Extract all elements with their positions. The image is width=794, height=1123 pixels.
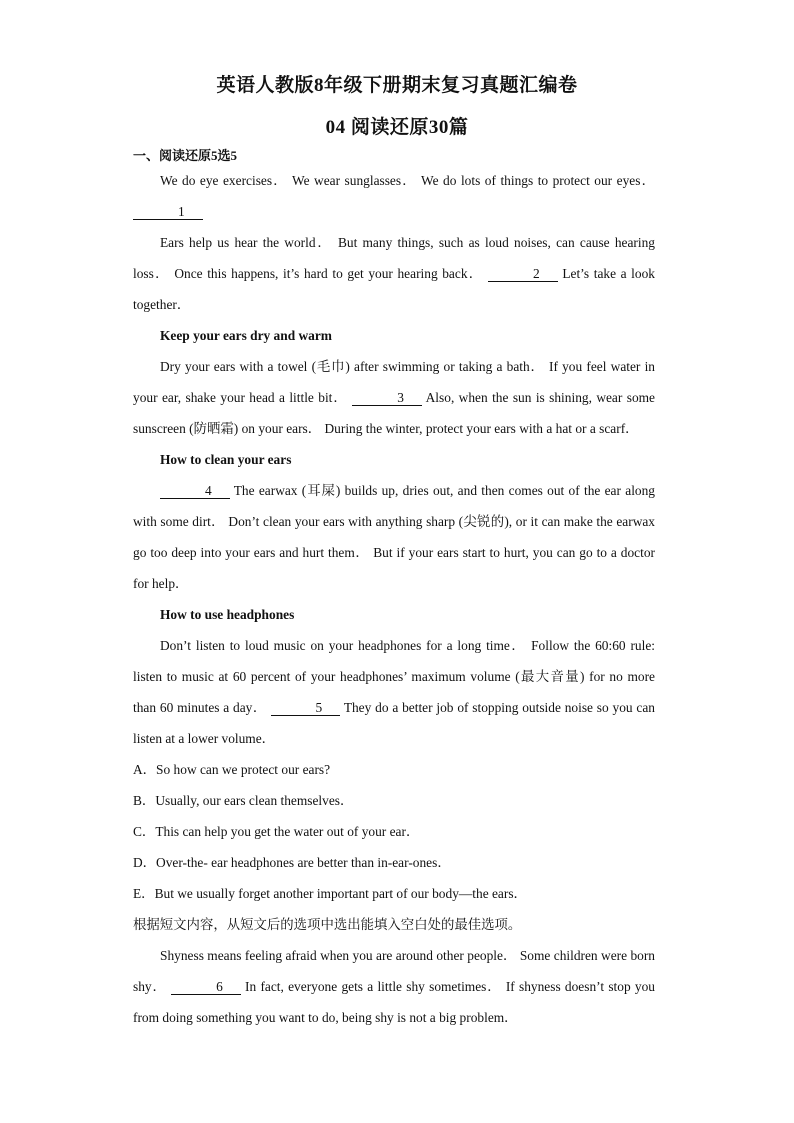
paragraph-2	[133, 227, 655, 320]
paragraph-6-text: Shyness means feeling afraid when you are around other people． Some children were born shy．	[133, 948, 655, 994]
paragraph-3	[133, 351, 655, 444]
section-heading: 一、阅读还原5选5	[133, 148, 238, 163]
instruction: 根据短文内容，从短文后的选项中选出能填入空白处的最佳选项。	[133, 917, 522, 932]
paragraph-3-tail: Also, when the sun is shining, wear some sunscreen (防晒霜) on your ears． During the winter, protect your ears with a hat or a scarf．	[133, 390, 655, 436]
paragraph-6-tail: In fact, everyone gets a little shy sometimes． If shyness doesn’t stop you from doing something you want to do, being shy is not a big problem．	[133, 979, 656, 1025]
paragraph-3-text: Dry your ears with a towel (毛巾) after swimming or taking a bath． If you feel water in your ear, shake your head a little bit．	[133, 359, 655, 405]
blank-1: 1	[133, 205, 203, 220]
option-a: A．So how can we protect our ears?	[133, 762, 331, 777]
subheading-dry-warm: Keep your ears dry and warm	[160, 328, 332, 343]
subheading-headphones: How to use headphones	[160, 607, 295, 622]
option-c: C．This can help you get the water out of your ear．	[133, 824, 420, 839]
paragraph-4-text: The earwax (耳屎) builds up, dries out, and then comes out of the ear along with some dirt． Don’t clean your ears with anything sharp (尖锐的), or it can make the earwax go too deep into your ears and hurt them． But if your ears start to hurt, you can go to a doctor for help．	[133, 483, 655, 591]
paragraph-1-text: We do eye exercises． We wear sunglasses． We do lots of things to protect our eyes．	[160, 173, 655, 188]
option-d: D．Over-the- ear headphones are better than in-ear-ones．	[133, 855, 451, 870]
blank-6: 6	[171, 980, 241, 995]
paragraph-2-text: Ears help us hear the world． But many things, such as loud noises, can cause hearing loss． Once this happens, it’s hard to get your hearing back．	[133, 235, 655, 281]
document-subtitle: 04 阅读还原30篇	[325, 117, 469, 138]
option-e: E．But we usually forget another important part of our body—the ears．	[133, 886, 527, 901]
paragraph-4	[133, 475, 655, 599]
paragraph-2-tail: Let’s take a look together．	[133, 266, 655, 312]
document-title: 英语人教版8年级下册期末复习真题汇编卷	[216, 75, 578, 96]
paragraph-5-text: Don’t listen to loud music on your headphones for a long time． Follow the 60:60 rule: listen to music at 60 percent of your headphones’ maximum volume (最大音量) for no more than 60 minutes a day．	[133, 638, 655, 715]
paragraph-5	[133, 630, 655, 754]
paragraph-5-tail: They do a better job of stopping outside noise so you can listen at a lower volume．	[133, 700, 656, 746]
blank-5: 5	[271, 701, 341, 716]
paragraph-1	[133, 165, 655, 227]
blank-2: 2	[488, 267, 558, 282]
paragraph-6	[133, 940, 655, 1033]
passage-body	[133, 165, 655, 1033]
subheading-clean: How to clean your ears	[160, 452, 292, 467]
blank-4: 4	[160, 484, 230, 499]
option-b: B．Usually, our ears clean themselves．	[133, 793, 354, 808]
blank-3: 3	[352, 391, 422, 406]
